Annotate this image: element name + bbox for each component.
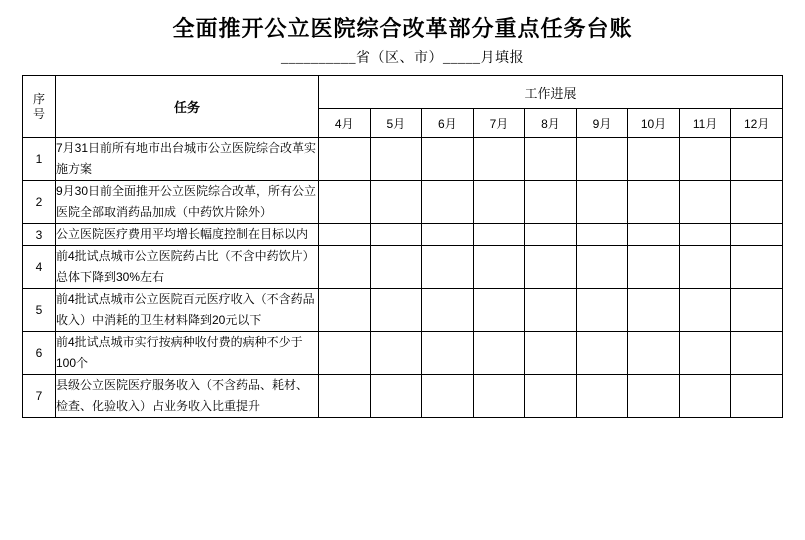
- progress-cell[interactable]: [576, 246, 628, 289]
- progress-cell[interactable]: [525, 332, 577, 375]
- row-task: 前4批试点城市实行按病种收付费的病种不少于100个: [56, 332, 319, 375]
- progress-cell[interactable]: [370, 332, 422, 375]
- progress-cell[interactable]: [319, 375, 371, 418]
- column-header-task: 任务: [56, 76, 319, 138]
- progress-cell[interactable]: [731, 332, 783, 375]
- progress-cell[interactable]: [422, 138, 474, 181]
- progress-cell[interactable]: [422, 332, 474, 375]
- table-row: [23, 289, 783, 332]
- progress-cell[interactable]: [319, 181, 371, 224]
- column-header-sequence: [23, 76, 56, 138]
- progress-cell[interactable]: [679, 332, 731, 375]
- progress-cell[interactable]: [628, 246, 680, 289]
- row-sequence: 7: [23, 375, 56, 418]
- progress-cell[interactable]: [628, 332, 680, 375]
- progress-cell[interactable]: [576, 181, 628, 224]
- progress-cell[interactable]: [319, 289, 371, 332]
- progress-cell[interactable]: [628, 289, 680, 332]
- row-sequence: 1: [23, 138, 56, 181]
- progress-cell[interactable]: [319, 332, 371, 375]
- column-header-month-oct: 10月: [628, 109, 680, 138]
- progress-cell[interactable]: [576, 289, 628, 332]
- progress-cell[interactable]: [473, 224, 525, 246]
- row-sequence: 5: [23, 289, 56, 332]
- progress-cell[interactable]: [422, 224, 474, 246]
- progress-cell[interactable]: [576, 375, 628, 418]
- row-task: 前4批试点城市公立医院药占比（不含中药饮片）总体下降到30%左右: [56, 246, 319, 289]
- progress-cell[interactable]: [628, 224, 680, 246]
- progress-cell[interactable]: [576, 138, 628, 181]
- table-row: [23, 138, 783, 181]
- progress-cell[interactable]: [370, 138, 422, 181]
- progress-cell[interactable]: [576, 224, 628, 246]
- progress-cell[interactable]: [370, 246, 422, 289]
- progress-cell[interactable]: [422, 375, 474, 418]
- column-header-sequence-line1: 序: [32, 92, 45, 107]
- progress-cell[interactable]: [731, 181, 783, 224]
- page-subtitle: __________省（区、市）_____月填报: [281, 51, 524, 66]
- progress-cell[interactable]: [628, 375, 680, 418]
- row-task: 公立医院医疗费用平均增长幅度控制在目标以内: [56, 224, 319, 246]
- progress-cell[interactable]: [422, 181, 474, 224]
- progress-cell[interactable]: [628, 181, 680, 224]
- table-row: [23, 375, 783, 418]
- progress-cell[interactable]: [628, 138, 680, 181]
- table-row: [23, 181, 783, 224]
- progress-cell[interactable]: [731, 375, 783, 418]
- progress-cell[interactable]: [576, 332, 628, 375]
- progress-cell[interactable]: [473, 138, 525, 181]
- progress-cell[interactable]: [679, 138, 731, 181]
- progress-cell[interactable]: [525, 224, 577, 246]
- progress-cell[interactable]: [679, 181, 731, 224]
- progress-cell[interactable]: [679, 246, 731, 289]
- progress-cell[interactable]: [473, 289, 525, 332]
- table-row: [23, 332, 783, 375]
- progress-cell[interactable]: [319, 138, 371, 181]
- progress-cell[interactable]: [525, 246, 577, 289]
- column-header-month-dec: 12月: [731, 109, 783, 138]
- table-header-row-1: [23, 76, 783, 109]
- column-header-month-jun: 6月: [422, 109, 474, 138]
- progress-cell[interactable]: [525, 289, 577, 332]
- progress-cell[interactable]: [525, 181, 577, 224]
- row-task: 9月30日前全面推开公立医院综合改革，所有公立医院全部取消药品加成（中药饮片除外）: [56, 181, 319, 224]
- table-body: [23, 138, 783, 418]
- progress-cell[interactable]: [370, 375, 422, 418]
- column-header-month-may: 5月: [370, 109, 422, 138]
- progress-cell[interactable]: [731, 224, 783, 246]
- column-header-progress: 工作进展: [319, 76, 783, 109]
- row-sequence: 4: [23, 246, 56, 289]
- column-header-month-nov: 11月: [679, 109, 731, 138]
- progress-cell[interactable]: [679, 375, 731, 418]
- row-sequence: 6: [23, 332, 56, 375]
- row-sequence: 2: [23, 181, 56, 224]
- progress-cell[interactable]: [679, 289, 731, 332]
- progress-cell[interactable]: [370, 181, 422, 224]
- progress-cell[interactable]: [473, 246, 525, 289]
- progress-cell[interactable]: [473, 332, 525, 375]
- table-row: [23, 224, 783, 246]
- progress-cell[interactable]: [473, 181, 525, 224]
- row-task: 县级公立医院医疗服务收入（不含药品、耗材、检查、化验收入）占业务收入比重提升: [56, 375, 319, 418]
- progress-cell[interactable]: [525, 375, 577, 418]
- task-ledger-table: [22, 75, 783, 418]
- row-task: 7月31日前所有地市出台城市公立医院综合改革实施方案: [56, 138, 319, 181]
- row-sequence: 3: [23, 224, 56, 246]
- progress-cell[interactable]: [370, 224, 422, 246]
- column-header-sequence-line2: 号: [32, 106, 45, 121]
- column-header-month-jul: 7月: [473, 109, 525, 138]
- document-page: [0, 12, 805, 540]
- table-row: [23, 246, 783, 289]
- progress-cell[interactable]: [422, 246, 474, 289]
- progress-cell[interactable]: [319, 246, 371, 289]
- progress-cell[interactable]: [731, 138, 783, 181]
- progress-cell[interactable]: [473, 375, 525, 418]
- progress-cell[interactable]: [422, 289, 474, 332]
- column-header-month-sep: 9月: [576, 109, 628, 138]
- progress-cell[interactable]: [319, 224, 371, 246]
- page-title: 全面推开公立医院综合改革部分重点任务台账: [172, 16, 633, 41]
- column-header-month-apr: 4月: [319, 109, 371, 138]
- progress-cell[interactable]: [525, 138, 577, 181]
- column-header-month-aug: 8月: [525, 109, 577, 138]
- progress-cell[interactable]: [679, 224, 731, 246]
- progress-cell[interactable]: [370, 289, 422, 332]
- table-header: [23, 76, 783, 138]
- progress-cell[interactable]: [731, 289, 783, 332]
- progress-cell[interactable]: [731, 246, 783, 289]
- row-task: 前4批试点城市公立医院百元医疗收入（不含药品收入）中消耗的卫生材料降到20元以下: [56, 289, 319, 332]
